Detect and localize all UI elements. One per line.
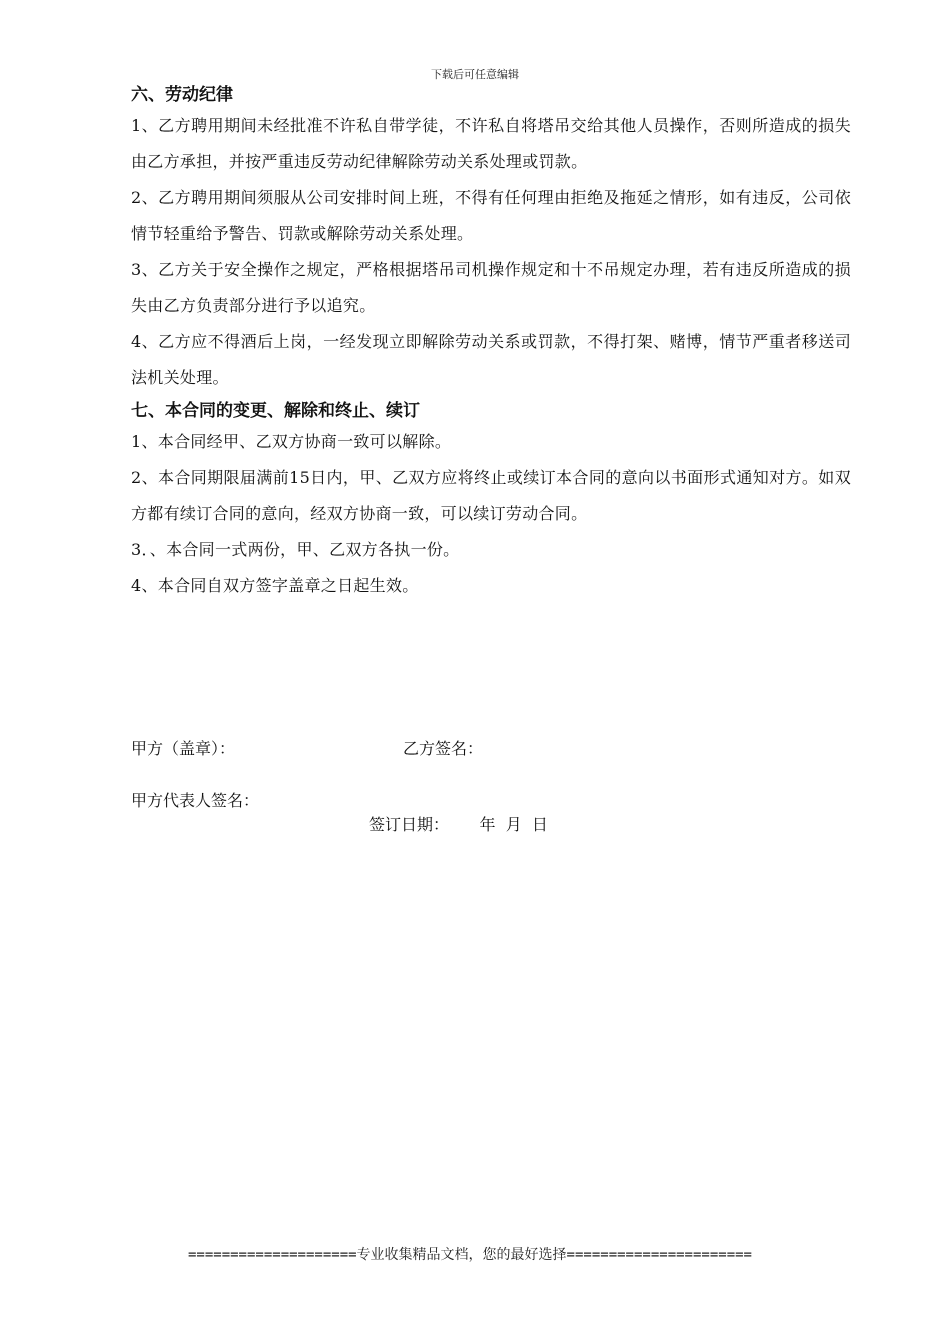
party-b-signature-label: 乙方签名： bbox=[403, 739, 484, 758]
clause-7-3: 3．、本合同一式两份，甲、乙双方各执一份。 bbox=[131, 540, 460, 559]
section-heading-contract-changes: 七、本合同的变更、解除和终止、续订 bbox=[131, 401, 420, 421]
clause-7-2: 2、本合同期限届满前15日内，甲、乙双方应将终止或续订本合同的意向以书面形式通知对方。如双方都有续订合同的意向，经双方协商一致，可以续订劳动合同。 bbox=[131, 468, 851, 523]
party-a-representative-label: 甲方代表人签名： bbox=[131, 791, 260, 810]
clause-6-4: 4、乙方应不得酒后上岗，一经发现立即解除劳动关系或罚款，不得打架、赌博，情节严重者移送司法机关处理。 bbox=[131, 332, 851, 387]
clause-6-2: 2、乙方聘用期间须服从公司安排时间上班，不得有任何理由拒绝及拖延之情形，如有违反，公司依情节轻重给予警告、罚款或解除劳动关系处理。 bbox=[131, 188, 851, 243]
clause-7-1: 1、本合同经甲、乙双方协商一致可以解除。 bbox=[131, 432, 452, 451]
header-note: 下载后可任意编辑 bbox=[431, 68, 519, 81]
sign-date-label: 签订日期： 年 月 日 bbox=[369, 815, 548, 834]
signature-row bbox=[131, 736, 851, 766]
signature-block bbox=[131, 736, 851, 834]
party-a-seal-label: 甲方（盖章）： bbox=[131, 739, 236, 758]
section-heading-labor-discipline: 六、劳动纪律 bbox=[131, 85, 233, 105]
footer-banner: ====================专业收集精品文档，您的最好选择====================== bbox=[187, 1247, 752, 1263]
clause-6-1: 1、乙方聘用期间未经批准不许私自带学徒，不许私自将塔吊交给其他人员操作，否则所造成的损失由乙方承担，并按严重违反劳动纪律解除劳动关系处理或罚款。 bbox=[131, 116, 851, 171]
clause-6-3: 3、乙方关于安全操作之规定，严格根据塔吊司机操作规定和十不吊规定办理，若有违反所造成的损失由乙方负责部分进行予以追究。 bbox=[131, 260, 851, 315]
contract-body bbox=[131, 82, 851, 604]
clause-7-4: 4、本合同自双方签字盖章之日起生效。 bbox=[131, 576, 419, 595]
